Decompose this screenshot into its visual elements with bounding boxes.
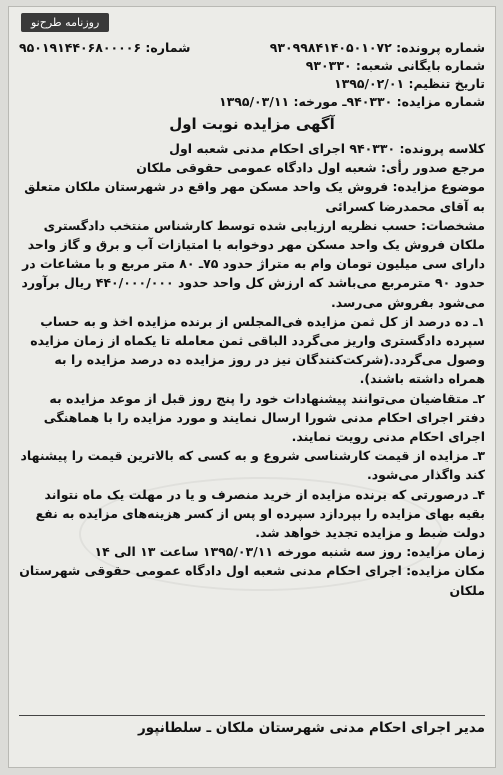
condition-3: ۳ـ مزایده از قیمت کارشناسی شروع و به کسی که بالاترین قیمت را پیشنهاد کند واگذار می‌شود. — [20, 448, 485, 483]
notice-number: شماره: ۹۵۰۱۹۱۴۴۰۶۸۰۰۰۰۶ — [19, 40, 191, 55]
issue-date: تاریخ تنظیم: ۱۳۹۵/۰۲/۰۱ — [333, 76, 485, 91]
archive-number: شماره بایگانی شعبه: ۹۳۰۳۳۰ — [305, 58, 485, 73]
case-number: شماره پرونده: ۹۳۰۹۹۸۴۱۴۰۵۰۱۰۷۲ — [269, 40, 485, 55]
header-row-numbers — [19, 39, 485, 57]
condition-2: ۲ـ متقاضیان می‌توانند پیشنهادات خود را پنج روز قبل از موعد مزایده به دفتر اجرای احکام مدنی شورا ارسال نمایند و مورد مزایده را با هماهنگی اجرای احکام مدنی رویت نمایند. — [43, 390, 485, 445]
newspaper-clipping — [8, 6, 496, 768]
condition-1: ۱ـ ده درصد از کل ثمن مزایده فی‌المجلس از برنده مزایده اخذ و به حساب سپرده دادگستری واریز می‌گردد الباقی ثمن معامله تا یکماه از زمان مزایده وصول می‌گردد.(شرکت‌کنندگان نیز در روز مزایده ده درصد مزایده را به همراه داشته باشند). — [30, 313, 485, 387]
signature-line: مدیر اجرای احکام مدنی شهرستان ملکان ـ سلطانپور — [19, 715, 485, 736]
property-specs: مشخصات: حسب نظریه ارزیابی شده توسط کارشناس منتخب دادگستری ملکان فروش یک واحد مسکن مهر دوخوابه با امتیازات آب و برق و گاز واحد دارای سی میلیون تومان وام به متراژ حدود ۷۵ـ ۸۰ متر مربع و با مشاعات در حدود ۹۰ مترمربع می‌باشد که ارزش کل واحد حدود ۴۴۰/۰۰۰/۰۰۰ ریال برآورد می‌شود بفروش می‌رسد. — [21, 217, 485, 310]
notice-title: آگهی مزایده نوبت اول — [169, 115, 335, 133]
notice-body — [19, 139, 485, 600]
auction-place: مکان مزایده: اجرای احکام مدنی شعبه اول دادگاه عمومی حقوقی شهرستان ملکان — [19, 563, 485, 598]
auction-number: شماره مزایده: ۹۴۰۳۳۰ـ مورخه: ۱۳۹۵/۰۳/۱۱ — [218, 94, 485, 109]
condition-4: ۴ـ درصورتی که برنده مزایده از خرید منصرف و یا در مهلت یک ماه نتواند بقیه بهای مزایده را بپردازد سپرده او پس از کسر هزینه‌های مزایده به نفع دولت ضبط و مزایده تجدید خواهد شد. — [35, 486, 485, 541]
case-summary: کلاسه پرونده: ۹۴۰۳۳۰ اجرای احکام مدنی شعبه اول — [169, 141, 485, 156]
ruling-authority: مرجع صدور رأی: شعبه اول دادگاه عمومی حقوقی ملکان — [136, 160, 485, 176]
auction-subject: موضوع مزایده: فروش یک واحد مسکن مهر واقع در شهرستان ملکان متعلق به آقای محمدرضا کسرائی — [24, 179, 485, 214]
auction-time: زمان مزایده: روز سه شنبه مورخه ۱۳۹۵/۰۳/۱۱ ساعت ۱۳ الی ۱۴ — [94, 544, 485, 560]
newspaper-brand-label: روزنامه طرح‌نو — [21, 13, 109, 32]
